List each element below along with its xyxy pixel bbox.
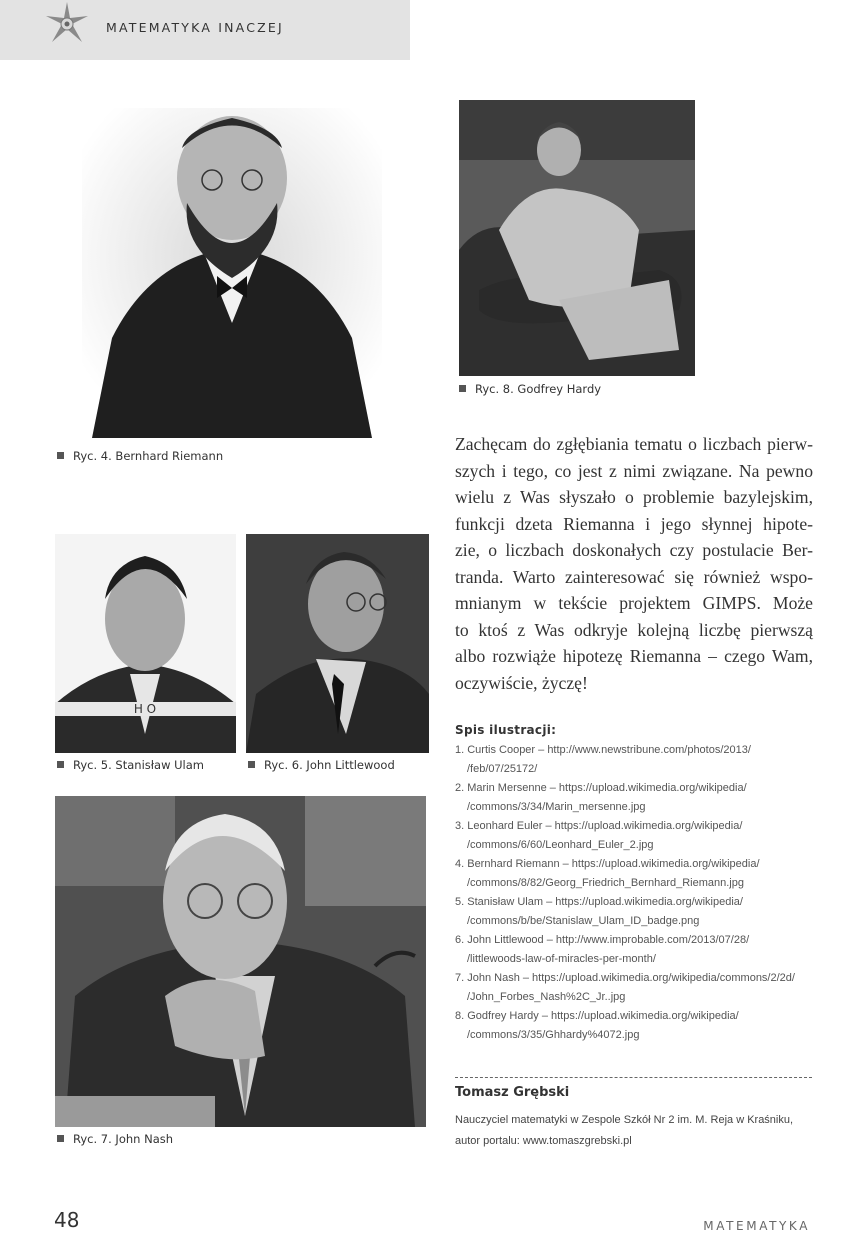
riemann-photo <box>82 108 382 438</box>
author-bio-line: autor portalu: www.tomaszgrebski.pl <box>455 1135 632 1147</box>
section-title: MATEMATYKA INACZEJ <box>106 20 284 35</box>
body-line: Zachęcam do zgłębiania tematu o liczbach pierw- <box>455 434 813 454</box>
nash-caption: Ryc. 7. John Nash <box>57 1132 173 1146</box>
nash-photo <box>55 796 426 1127</box>
body-line: szych i tego, co jest z nimi związane. Na pewno <box>455 460 813 481</box>
ulam-photo <box>55 534 236 753</box>
reference-item: 2. Marin Mersenne – https://upload.wikimedia.org/wikipedia/ /commons/3/34/Marin_mersenne.jpg <box>455 782 747 813</box>
hardy-photo <box>459 100 695 376</box>
author-bio <box>455 1110 835 1152</box>
caption-bullet <box>57 1135 64 1142</box>
caption-bullet <box>459 385 466 392</box>
body-line: tranda. Warto zainteresować się również wspo- <box>455 566 813 587</box>
body-line: oczywiście, życzę! <box>455 672 588 693</box>
caption-bullet <box>57 452 64 459</box>
reference-item: 8. Godfrey Hardy – https://upload.wikimedia.org/wikipedia/ /commons/3/35/Ghhardy%4072.jpg <box>455 1010 739 1041</box>
riemann-caption: Ryc. 4. Bernhard Riemann <box>57 449 223 463</box>
littlewood-caption: Ryc. 6. John Littlewood <box>248 758 395 772</box>
reference-item: 1. Curtis Cooper – http://www.newstribune.com/photos/2013/ /feb/07/25172/ <box>455 744 751 775</box>
magazine-title: MATEMATYKA <box>703 1219 810 1233</box>
body-line: zie, o liczbach doskonałych czy postulacie Ber- <box>455 540 813 560</box>
body-line: mnianym w tekście projektem GIMPS. Może <box>455 593 813 613</box>
body-paragraph <box>455 431 813 696</box>
author-divider <box>455 1077 812 1078</box>
star-logo-icon <box>42 2 92 46</box>
page-number: 48 <box>54 1208 80 1232</box>
reference-item: 3. Leonhard Euler – https://upload.wikimedia.org/wikipedia/ /commons/6/60/Leonhard_Euler_2.jpg <box>455 820 743 851</box>
hardy-caption: Ryc. 8. Godfrey Hardy <box>459 382 601 396</box>
references-heading: Spis ilustracji: <box>455 723 557 737</box>
body-line: albo rozwiąże hipotezę Riemanna – czego Wam, <box>455 646 813 666</box>
caption-bullet <box>57 761 64 768</box>
references-list <box>455 741 815 1045</box>
reference-item: 7. John Nash – https://upload.wikimedia.org/wikipedia/commons/2/2d/ /John_Forbes_Nash%2C_Jr..jpg <box>455 972 795 1003</box>
reference-item: 6. John Littlewood – http://www.improbable.com/2013/07/28/ /littlewoods-law-of-miracles-per-month/ <box>455 934 750 965</box>
header-band <box>0 0 410 60</box>
caption-bullet <box>248 761 255 768</box>
author-name: Tomasz Grębski <box>455 1085 570 1100</box>
body-line: to ktoś z Was odkryje kolejną liczbę pierwszą <box>455 619 813 640</box>
littlewood-photo <box>246 534 429 753</box>
reference-item: 5. Stanisław Ulam – https://upload.wikimedia.org/wikipedia/ /commons/b/be/Stanislaw_Ulam_ID_badge.png <box>455 896 743 927</box>
body-line: wielu z Was słyszało o problemie bazylejskim, <box>455 487 813 507</box>
ulam-caption: Ryc. 5. Stanisław Ulam <box>57 758 204 772</box>
ulam-badge-text: H O <box>133 702 157 716</box>
author-bio-line: Nauczyciel matematyki w Zespole Szkół Nr 2 im. M. Reja w Kraśniku, <box>455 1114 794 1126</box>
body-line: funkcji dzeta Riemanna i jego słynnej hipote- <box>455 513 813 534</box>
reference-item: 4. Bernhard Riemann – https://upload.wikimedia.org/wikipedia/ /commons/8/82/Georg_Friedrich_Bernhard_Riemann.jpg <box>455 858 760 889</box>
